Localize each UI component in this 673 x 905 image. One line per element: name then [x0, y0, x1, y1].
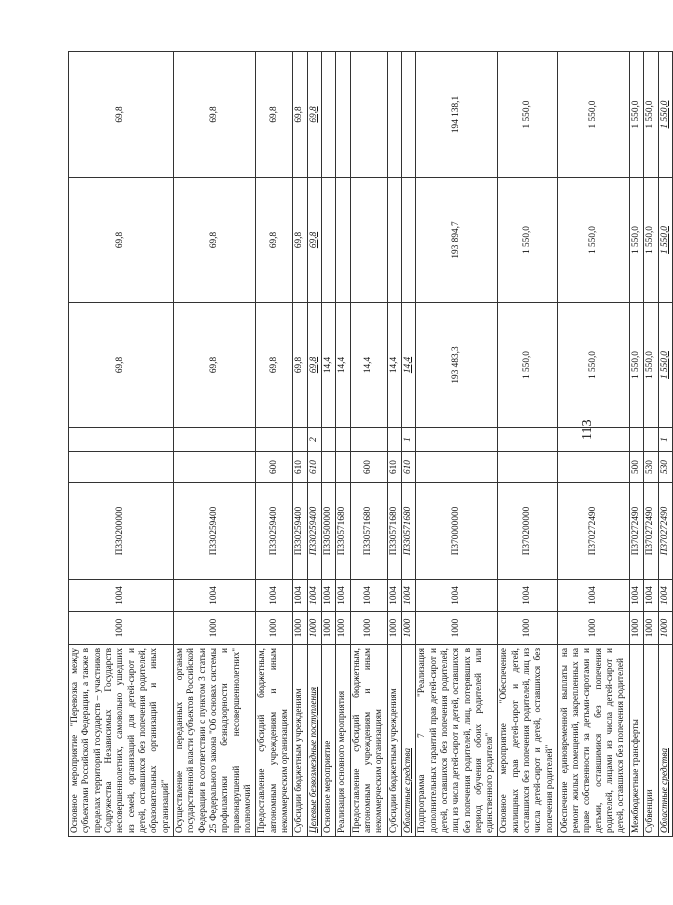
row-amount-year-1: 69,8	[256, 303, 293, 428]
row-podrazdel: 1004	[256, 580, 293, 612]
page-number: 113	[580, 419, 595, 440]
row-name: Основное мероприятие	[321, 645, 335, 837]
row-amount-year-1: 1 550,0	[644, 303, 658, 428]
row-razdel: 1000	[256, 612, 293, 645]
row-amount-year-1: 14,4	[401, 303, 415, 428]
row-name: Основное мероприятие "Перевозка между субъектами Российской Федерации, а также в пределах территорий государств – участников Содружества Независимых Государств несовершеннолетних, самовольно ушедших из семей, организаций для детей-сирот и детей, оставшихся без попечения родителей, образовательных организаций и иных организаций"	[69, 645, 174, 837]
row-name: Межбюджетные трансферты	[630, 645, 644, 837]
row-amount-year-2: 69,8	[293, 178, 307, 303]
row-amount-year-3	[321, 52, 335, 178]
row-name: Областные средства	[401, 645, 415, 837]
row-podrazdel: 1004	[69, 580, 174, 612]
row-amount-year-3: 69,8	[293, 52, 307, 178]
table-row	[658, 52, 672, 837]
row-source-code	[173, 428, 255, 452]
row-name: Субсидии бюджетным учреждениям	[387, 645, 401, 837]
row-amount-year-3: 69,8	[307, 52, 321, 178]
row-amount-year-1: 1 550,0	[658, 303, 672, 428]
table-row	[498, 52, 558, 837]
budget-table	[68, 51, 673, 837]
row-podrazdel: 1004	[307, 580, 321, 612]
row-target-article: П330200000	[69, 483, 174, 580]
row-razdel: 1000	[173, 612, 255, 645]
row-amount-year-1: 14,4	[321, 303, 335, 428]
row-amount-year-1: 69,8	[307, 303, 321, 428]
row-target-article: П370272490	[558, 483, 630, 580]
row-expense-type: 530	[658, 452, 672, 483]
row-target-article: П370272490	[630, 483, 644, 580]
row-source-code	[387, 428, 401, 452]
row-amount-year-1: 69,8	[69, 303, 174, 428]
row-amount-year-3	[336, 52, 350, 178]
row-source-code	[630, 428, 644, 452]
row-source-code	[644, 428, 658, 452]
row-name: Субсидии бюджетным учреждениям	[293, 645, 307, 837]
row-source-code	[321, 428, 335, 452]
row-source-code: 2	[307, 428, 321, 452]
row-source-code	[416, 428, 498, 452]
row-podrazdel: 1004	[336, 580, 350, 612]
table-row	[336, 52, 350, 837]
row-podrazdel: 1004	[644, 580, 658, 612]
row-expense-type: 500	[630, 452, 644, 483]
row-expense-type	[336, 452, 350, 483]
table-row	[173, 52, 255, 837]
table-row	[387, 52, 401, 837]
row-razdel: 1000	[658, 612, 672, 645]
row-amount-year-1: 14,4	[387, 303, 401, 428]
table-row	[630, 52, 644, 837]
table-row	[401, 52, 415, 837]
table-row	[321, 52, 335, 837]
row-expense-type: 610	[293, 452, 307, 483]
row-target-article: П370200000	[498, 483, 558, 580]
row-razdel: 1000	[644, 612, 658, 645]
row-name: Предоставление субсидий бюджетным, автономным учреждениям и иным некоммерческим организациям	[350, 645, 387, 837]
budget-table-body	[69, 52, 673, 837]
row-source-code	[336, 428, 350, 452]
row-name: Предоставление субсидий бюджетным, автономным учреждениям и иным некоммерческим организациям	[256, 645, 293, 837]
row-amount-year-3: 69,8	[256, 52, 293, 178]
row-amount-year-1: 1 550,0	[498, 303, 558, 428]
row-expense-type: 600	[350, 452, 387, 483]
row-amount-year-1: 14,4	[350, 303, 387, 428]
row-target-article: П370000000	[416, 483, 498, 580]
row-target-article: П370272490	[658, 483, 672, 580]
row-source-code	[293, 428, 307, 452]
table-row	[644, 52, 658, 837]
row-amount-year-3	[350, 52, 387, 178]
row-amount-year-2	[350, 178, 387, 303]
row-expense-type: 610	[307, 452, 321, 483]
row-expense-type	[416, 452, 498, 483]
row-amount-year-3: 69,8	[69, 52, 174, 178]
row-amount-year-2	[401, 178, 415, 303]
row-podrazdel: 1004	[558, 580, 630, 612]
row-amount-year-2: 1 550,0	[498, 178, 558, 303]
row-target-article: П330500000	[321, 483, 335, 580]
row-target-article: П330571680	[401, 483, 415, 580]
row-source-code	[498, 428, 558, 452]
table-row	[416, 52, 498, 837]
row-amount-year-3: 69,8	[173, 52, 255, 178]
table-row	[256, 52, 293, 837]
row-podrazdel: 1004	[321, 580, 335, 612]
table-row	[307, 52, 321, 837]
row-razdel: 1000	[321, 612, 335, 645]
row-podrazdel: 1004	[173, 580, 255, 612]
row-name: Областные средства	[658, 645, 672, 837]
row-amount-year-1: 69,8	[293, 303, 307, 428]
row-podrazdel: 1004	[630, 580, 644, 612]
row-razdel: 1000	[350, 612, 387, 645]
row-expense-type	[321, 452, 335, 483]
row-amount-year-2: 69,8	[307, 178, 321, 303]
row-target-article: П330571680	[350, 483, 387, 580]
row-amount-year-2: 69,8	[173, 178, 255, 303]
row-name: Осуществление переданных органам государственной власти субъектов Российской Федерации в соответствии с пунктом 3 статьи 25 Федерального закона "Об основах системы профилактики безнадзорности и правонарушений несовершеннолетних" полномочий	[173, 645, 255, 837]
row-amount-year-2: 1 550,0	[644, 178, 658, 303]
row-expense-type: 530	[644, 452, 658, 483]
row-source-code	[256, 428, 293, 452]
row-amount-year-1: 69,8	[173, 303, 255, 428]
row-amount-year-1: 193 483,3	[416, 303, 498, 428]
row-podrazdel: 1004	[658, 580, 672, 612]
table-row	[350, 52, 387, 837]
row-amount-year-2: 69,8	[256, 178, 293, 303]
row-expense-type: 600	[256, 452, 293, 483]
row-expense-type	[69, 452, 174, 483]
row-amount-year-3: 1 550,0	[644, 52, 658, 178]
row-podrazdel: 1004	[401, 580, 415, 612]
row-podrazdel: 1004	[498, 580, 558, 612]
row-amount-year-1: 14,4	[336, 303, 350, 428]
row-razdel: 1000	[307, 612, 321, 645]
row-name: Обеспечение единовременной выплаты на ремонт жилых помещений, закрепленных на праве собственности за детьми-сиротами и детьми, оставшимися без попечения родителей, лицами из числа детей-сирот и детей, оставшихся без попечения родителей	[558, 645, 630, 837]
row-razdel: 1000	[293, 612, 307, 645]
row-name: Реализация основного мероприятия	[336, 645, 350, 837]
row-amount-year-3: 1 550,0	[658, 52, 672, 178]
row-podrazdel: 1004	[387, 580, 401, 612]
row-podrazdel: 1004	[350, 580, 387, 612]
row-expense-type	[558, 452, 630, 483]
row-name: Подпрограмма 7 "Реализация дополнительных гарантий прав детей-сирот и детей, оставшихся без попечения родителей, лиц из числа детей-сирот и детей, оставшихся без попечения родителей, лиц, потерявших в период обучения обоих родителей или единственного родителя"	[416, 645, 498, 837]
row-name: Целевые безвозмездные поступления	[307, 645, 321, 837]
row-razdel: 1000	[336, 612, 350, 645]
row-razdel: 1000	[69, 612, 174, 645]
row-amount-year-1: 1 550,0	[558, 303, 630, 428]
row-name: Субвенции	[644, 645, 658, 837]
row-razdel: 1000	[558, 612, 630, 645]
row-razdel: 1000	[416, 612, 498, 645]
row-amount-year-2: 1 550,0	[558, 178, 630, 303]
row-target-article: П330259400	[293, 483, 307, 580]
row-name: Основное мероприятие "Обеспечение жилищных прав детей-сирот и детей, оставшихся без попечения родителей, лиц из числа детей-сирот и детей, оставшихся без попечения родителей"	[498, 645, 558, 837]
row-amount-year-2	[321, 178, 335, 303]
row-target-article: П330259400	[256, 483, 293, 580]
row-amount-year-2: 193 894,7	[416, 178, 498, 303]
row-amount-year-1: 1 550,0	[630, 303, 644, 428]
row-amount-year-3: 194 138,1	[416, 52, 498, 178]
row-amount-year-3	[387, 52, 401, 178]
row-razdel: 1000	[498, 612, 558, 645]
row-source-code: 1	[401, 428, 415, 452]
table-row	[558, 52, 630, 837]
row-expense-type: 610	[387, 452, 401, 483]
row-source-code: 1	[658, 428, 672, 452]
row-amount-year-3: 1 550,0	[558, 52, 630, 178]
row-podrazdel: 1004	[293, 580, 307, 612]
row-razdel: 1000	[387, 612, 401, 645]
row-target-article: П330571680	[336, 483, 350, 580]
row-amount-year-3: 1 550,0	[498, 52, 558, 178]
row-target-article: П330259400	[307, 483, 321, 580]
row-amount-year-2: 69,8	[69, 178, 174, 303]
row-amount-year-2	[387, 178, 401, 303]
row-razdel: 1000	[630, 612, 644, 645]
row-expense-type	[173, 452, 255, 483]
table-row	[293, 52, 307, 837]
row-source-code	[558, 428, 630, 452]
row-expense-type	[498, 452, 558, 483]
row-podrazdel: 1004	[416, 580, 498, 612]
row-expense-type: 610	[401, 452, 415, 483]
row-target-article: П330571680	[387, 483, 401, 580]
row-amount-year-3: 1 550,0	[630, 52, 644, 178]
row-amount-year-2	[336, 178, 350, 303]
row-razdel: 1000	[401, 612, 415, 645]
row-target-article: П330259400	[173, 483, 255, 580]
table-row	[69, 52, 174, 837]
row-amount-year-2: 1 550,0	[658, 178, 672, 303]
row-amount-year-3	[401, 52, 415, 178]
row-source-code	[350, 428, 387, 452]
row-amount-year-2: 1 550,0	[630, 178, 644, 303]
row-source-code	[69, 428, 174, 452]
row-target-article: П370272490	[644, 483, 658, 580]
